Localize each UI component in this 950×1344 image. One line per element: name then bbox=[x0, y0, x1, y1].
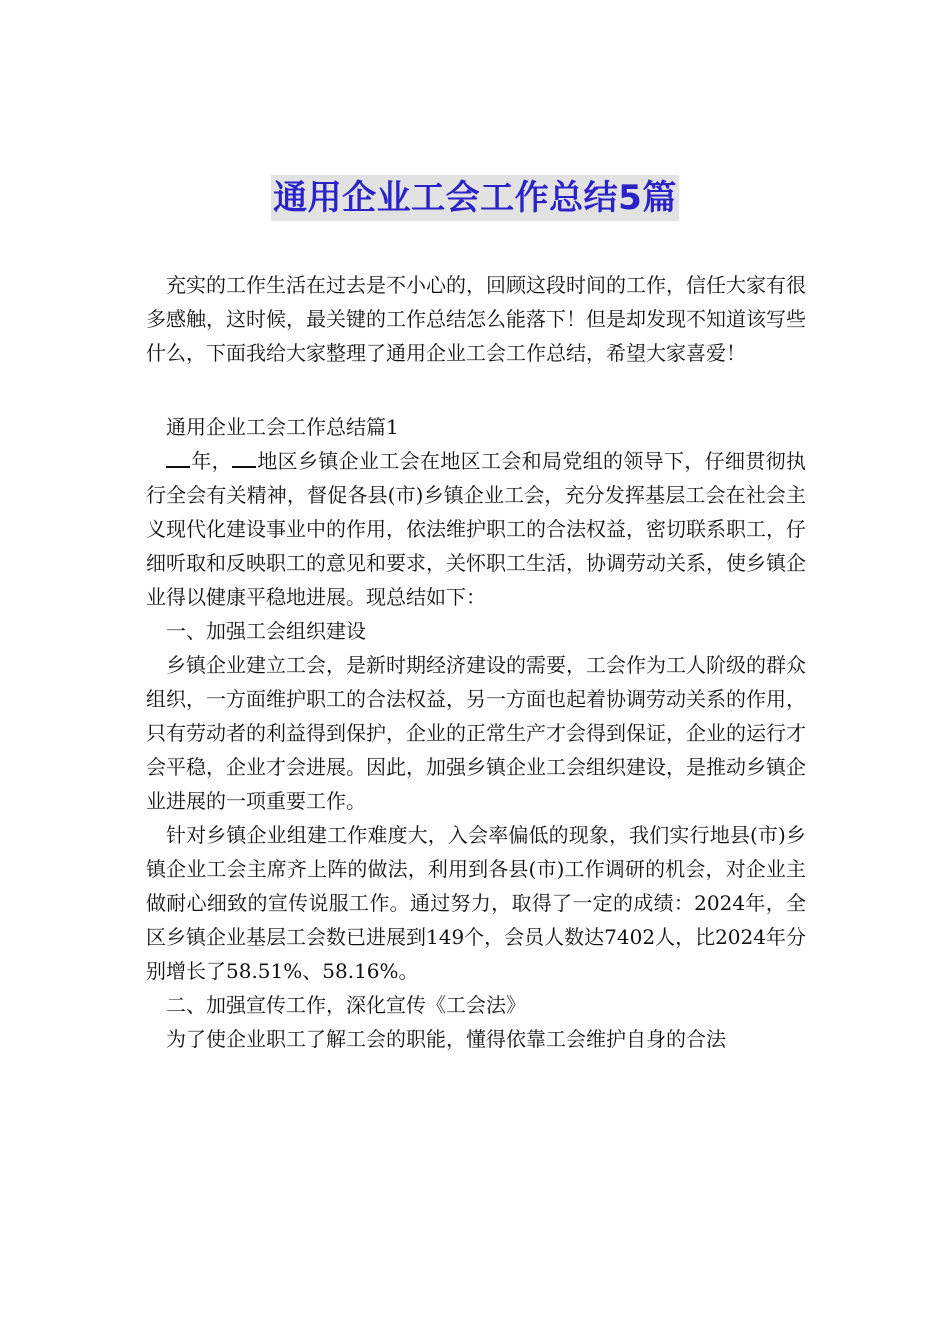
paragraph-results: 针对乡镇企业组建工作难度大，入会率偏低的现象，我们实行地县(市)乡镇企业工会主席齐上阵的做法，利用到各县(市)工作调研的机会，对企业主做耐心细致的宣传说服工作。通过努力，取得了一定的成绩：2024年，全区乡镇企业基层工会数已进展到149个，会员人数达7402人，比2024年分别增长了58.51%、58.16%。 bbox=[146, 823, 806, 983]
title-container bbox=[0, 175, 950, 221]
paragraph-organization: 乡镇企业建立工会，是新时期经济建设的需要，工会作为工人阶级的群众组织，一方面维护职工的合法权益，另一方面也起着协调劳动关系的作用，只有劳动者的利益得到保护，企业的正常生产才会得到保证，企业的运行才会平稳，企业才会进展。因此，加强乡镇企业工会组织建设，是推动乡镇企业进展的一项重要工作。 bbox=[146, 653, 806, 813]
paragraph-summary-opening bbox=[146, 444, 806, 614]
document-title: 通用企业工会工作总结5篇 bbox=[271, 175, 679, 221]
paragraph-publicity: 为了使企业职工了解工会的职能，懂得依靠工会维护自身的合法 bbox=[166, 1027, 726, 1051]
subheading-two: 二、加强宣传工作，深化宣传《工会法》 bbox=[166, 993, 526, 1017]
paragraph-gap bbox=[146, 370, 806, 410]
subheading-one: 一、加强工会组织建设 bbox=[166, 619, 366, 643]
paragraph-text: 年， bbox=[191, 449, 232, 473]
intro-paragraph: 充实的工作生活在过去是不小心的，回顾这段时间的工作，信任大家有很多感触，这时候，最关键的工作总结怎么能落下！但是却发现不知道该写些什么，下面我给大家整理了通用企业工会工作总结，希望大家喜爱！ bbox=[146, 273, 806, 365]
section-heading: 通用企业工会工作总结篇1 bbox=[166, 415, 399, 439]
blank-underline bbox=[232, 448, 256, 468]
blank-underline bbox=[166, 448, 190, 468]
document-body bbox=[146, 268, 806, 1056]
paragraph-text: 地区乡镇企业工会在地区工会和局党组的领导下，仔细贯彻执行全会有关精神，督促各县(市)乡镇企业工会，充分发挥基层工会在社会主义现代化建设事业中的作用，依法维护职工的合法权益，密切联系职工，仔细听取和反映职工的意见和要求，关怀职工生活，协调劳动关系，使乡镇企业得以健康平稳地进展。现总结如下： bbox=[146, 449, 806, 609]
